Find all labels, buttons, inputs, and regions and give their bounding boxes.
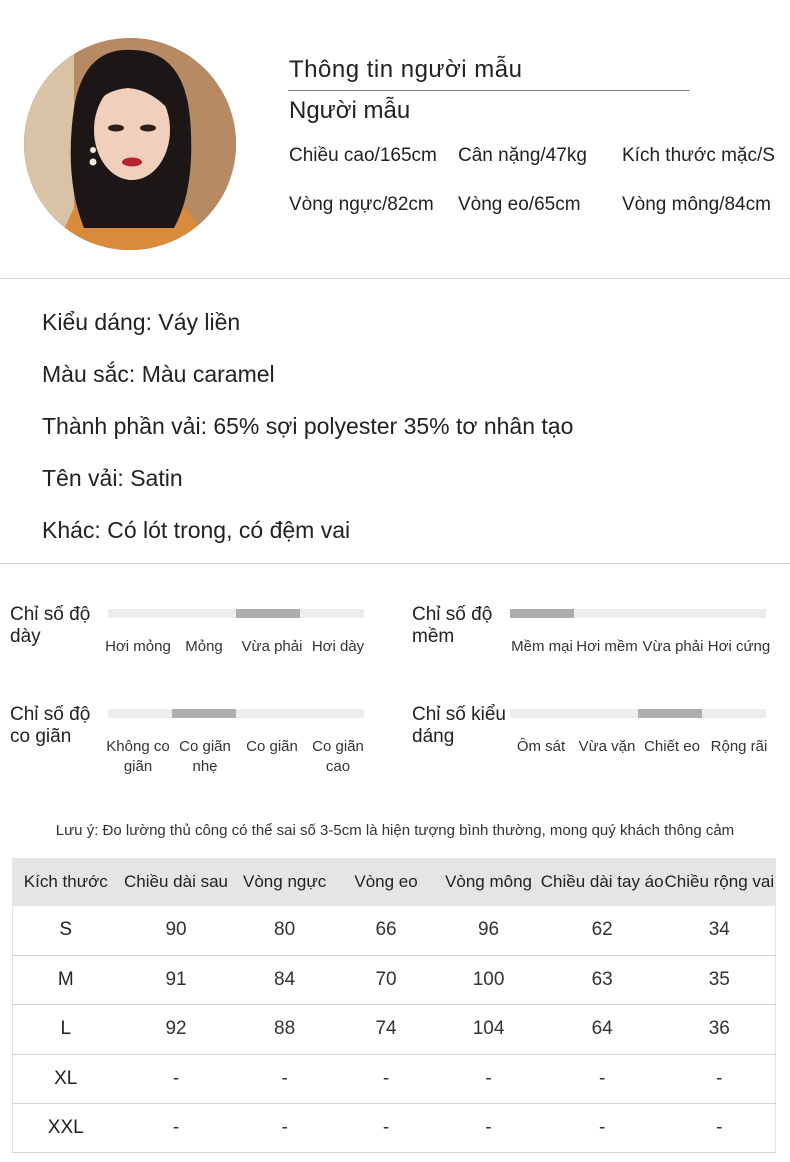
silhouette-option: Vừa vặn (578, 738, 636, 755)
header-shoulder-width: Chiều rộng vai (664, 858, 776, 906)
model-bust: Vòng ngực/82cm (289, 194, 434, 215)
header-back-length: Chiều dài sau (119, 858, 234, 906)
model-waist: Vòng eo/65cm (458, 194, 581, 215)
softness-indicator-fill (510, 609, 574, 618)
table-row (13, 955, 776, 1004)
elasticity-option: Co giãn (246, 738, 298, 755)
size-cell: S (13, 906, 119, 955)
measurement-cell: - (336, 1104, 437, 1153)
product-style: Kiểu dáng: Váy liền (42, 309, 241, 335)
thickness-index-label: Chỉ số độ dày (10, 604, 91, 647)
silhouette-option: Rộng rãi (710, 738, 768, 755)
silhouette-option: Ôm sát (516, 738, 566, 755)
measurement-cell: 96 (436, 906, 540, 955)
header-size: Kích thước (13, 858, 119, 906)
model-info-title: Thông tin người mẫu (289, 56, 523, 83)
measurement-cell: 36 (664, 1005, 776, 1054)
header-waist: Vòng eo (336, 858, 437, 906)
product-other: Khác: Có lót trong, có đệm vai (42, 517, 351, 543)
elasticity-option: Co giãn cao (312, 738, 364, 775)
softness-option: Hơi mềm (576, 638, 638, 655)
measurement-cell: - (436, 1104, 540, 1153)
measurement-cell: 91 (119, 955, 234, 1004)
thickness-option: Mỏng (185, 638, 223, 655)
measurement-cell: - (664, 1054, 776, 1103)
title-underline (288, 90, 690, 91)
table-row (13, 1005, 776, 1054)
measurement-cell: 100 (436, 955, 540, 1004)
measurement-cell: 88 (234, 1005, 336, 1054)
softness-option: Vừa phải (642, 638, 704, 655)
softness-index-label: Chỉ số độ mềm (412, 604, 493, 647)
silhouette-indicator-fill (638, 709, 702, 718)
softness-option: Hơi cứng (707, 638, 771, 655)
section-divider (0, 563, 790, 564)
model-info-section (0, 0, 790, 278)
model-portrait-illustration (24, 38, 236, 250)
softness-option: Mềm mại (511, 638, 573, 655)
thickness-option: Hơi mỏng (105, 638, 171, 655)
measurement-cell: 84 (234, 955, 336, 1004)
table-row (13, 906, 776, 955)
model-wear-size: Kích thước mặc/S (622, 145, 775, 166)
elasticity-indicator-fill (172, 709, 236, 718)
elasticity-option: Co giãn nhẹ (179, 738, 231, 775)
product-color: Màu sắc: Màu caramel (42, 361, 275, 387)
measurement-cell: 64 (541, 1005, 664, 1054)
silhouette-index-label: Chỉ số kiểu dáng (412, 704, 506, 747)
elasticity-index-label: Chỉ số độ co giãn (10, 704, 91, 747)
product-composition: Thành phần vải: 65% sợi polyester 35% tơ nhân tạo (42, 413, 574, 439)
measurement-cell: - (119, 1104, 234, 1153)
measurement-cell: 104 (436, 1005, 540, 1054)
measurement-cell: 70 (336, 955, 437, 1004)
thickness-option: Vừa phải (241, 638, 303, 655)
measurement-cell: 74 (336, 1005, 437, 1054)
measurement-cell: 34 (664, 906, 776, 955)
measurement-cell: 66 (336, 906, 437, 955)
thickness-indicator-track (108, 609, 364, 618)
measurement-cell: 80 (234, 906, 336, 955)
measurement-cell: - (541, 1104, 664, 1153)
model-photo (24, 38, 236, 250)
measurement-cell: - (436, 1054, 540, 1103)
size-table-body (13, 906, 776, 1153)
measurement-cell: - (336, 1054, 437, 1103)
measurement-note: Lưu ý: Đo lường thủ công có thể sai số 3-5cm là hiện tượng bình thường, mong quý khách thông cảm (55, 822, 735, 839)
silhouette-indicator-track (510, 709, 766, 718)
model-hip: Vòng mông/84cm (622, 194, 771, 215)
size-table-header (13, 858, 776, 906)
size-table (12, 858, 776, 1153)
table-row (13, 1104, 776, 1153)
thickness-indicator-fill (236, 609, 300, 618)
thickness-option: Hơi dày (311, 638, 365, 655)
measurement-cell: - (664, 1104, 776, 1153)
measurement-cell: 63 (541, 955, 664, 1004)
measurement-cell: 62 (541, 906, 664, 955)
header-hip: Vòng mông (436, 858, 540, 906)
model-height: Chiều cao/165cm (289, 145, 437, 166)
table-row (13, 1054, 776, 1103)
size-cell: M (13, 955, 119, 1004)
product-fabric-name: Tên vải: Satin (42, 465, 183, 491)
size-cell: XXL (13, 1104, 119, 1153)
size-cell: L (13, 1005, 119, 1054)
header-sleeve-length: Chiều dài tay áo (541, 858, 664, 906)
measurement-cell: 35 (664, 955, 776, 1004)
measurement-cell: 90 (119, 906, 234, 955)
model-subtitle: Người mẫu (289, 97, 411, 124)
measurement-cell: - (234, 1104, 336, 1153)
softness-indicator-track (510, 609, 766, 618)
header-bust: Vòng ngực (234, 858, 336, 906)
elasticity-option: Không co giãn (106, 738, 170, 775)
model-weight: Cân nặng/47kg (458, 145, 587, 166)
measurement-cell: - (119, 1054, 234, 1103)
measurement-cell: 92 (119, 1005, 234, 1054)
elasticity-indicator-track (108, 709, 364, 718)
size-cell: XL (13, 1054, 119, 1103)
section-divider (0, 278, 790, 279)
measurement-cell: - (541, 1054, 664, 1103)
silhouette-option: Chiết eo (644, 738, 700, 755)
measurement-cell: - (234, 1054, 336, 1103)
